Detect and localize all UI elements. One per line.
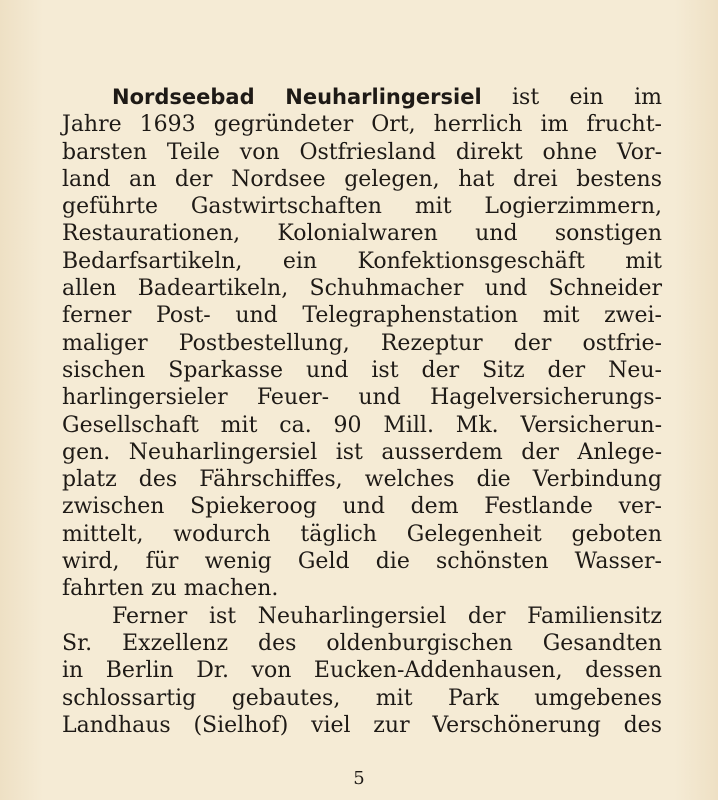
paragraph-1-line-1-rest: ist ein im — [481, 85, 662, 110]
page-number: 5 — [353, 768, 365, 789]
paragraph-1-line: maliger Postbestellung, Rezeptur der ostfrie- — [62, 330, 662, 356]
paragraph-2-line: Ferner ist Neuharlingersiel der Familiensitz — [112, 603, 662, 629]
paragraph-1-line: platz des Fährschiffes, welches die Verbindung — [62, 467, 662, 493]
paragraph-1-line: zwischen Spiekeroog und dem Festlande ver- — [62, 494, 662, 520]
paragraph-2-line: Landhaus (Sielhof) viel zur Verschönerung des — [62, 712, 662, 738]
body-text — [62, 84, 662, 739]
paragraph-1-line: geführte Gastwirtschaften mit Logierzimmern, — [62, 194, 662, 220]
paragraph-1-line: land an der Nordsee gelegen, hat drei bestens — [62, 166, 662, 192]
paragraph-1-line: Bedarfsartikeln, ein Konfektionsgeschäft mit — [62, 248, 662, 274]
paragraph-2-line: Sr. Exzellenz des oldenburgischen Gesandten — [62, 630, 662, 656]
paragraph-1-line: barsten Teile von Ostfriesland direkt ohne Vor- — [62, 139, 662, 165]
paragraph-1-line: mittelt, wodurch täglich Gelegenheit geboten — [62, 521, 662, 547]
paragraph-1-line: harlingersieler Feuer- und Hagelversicherungs- — [62, 385, 662, 411]
paragraph-1-line: sischen Sparkasse und ist der Sitz der Neu- — [62, 357, 662, 383]
paragraph-1-line: wird, für wenig Geld die schönsten Wasser- — [62, 549, 662, 575]
paragraph-2-line: schlossartig gebautes, mit Park umgebenes — [62, 685, 662, 711]
place-name-heading: Nordseebad Neuharlingersiel — [112, 85, 482, 109]
paragraph-1-line: ferner Post- und Telegraphenstation mit zwei- — [62, 303, 662, 329]
paragraph-1-line: gen. Neuharlingersiel ist ausserdem der Anlege- — [62, 439, 662, 465]
paragraph-1-line: Gesellschaft mit ca. 90 Mill. Mk. Versicherun- — [62, 412, 662, 438]
paragraph-1-line: Restaurationen, Kolonialwaren und sonstigen — [62, 221, 662, 247]
paragraph-1-line: allen Badeartikeln, Schuhmacher und Schneider — [62, 276, 662, 302]
paragraph-1-line-1 — [62, 84, 662, 111]
paragraph-1-line: fahrten zu machen. — [62, 576, 279, 602]
paragraph-1-line: Jahre 1693 gegründeter Ort, herrlich im frucht- — [62, 112, 662, 138]
paragraph-2-line: in Berlin Dr. von Eucken-Addenhausen, dessen — [62, 658, 662, 684]
